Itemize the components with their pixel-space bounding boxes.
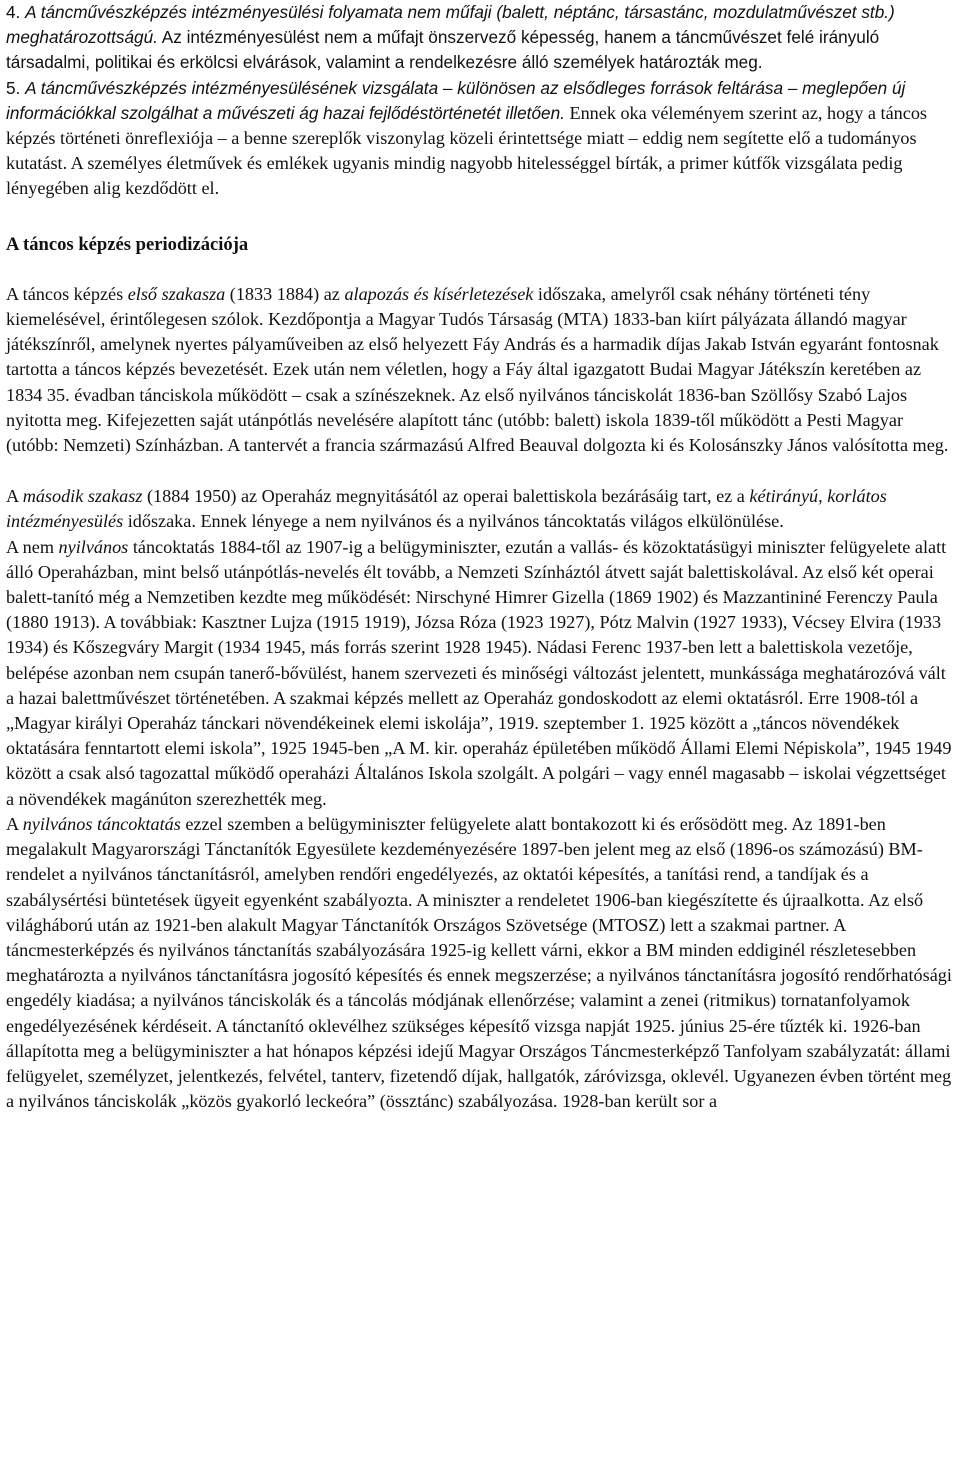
paragraph-text: időszaka, amelyről csak néhány történeti tény kiemelésével, érintőlegesen szólok. Kezdőpontja a Magyar Tudós Társaság (MTA) 1833-ban kiírt pályázata állandó magyar játékszínről, amelynek nyertes pályaműveiben az első helyezett Fáy András és a harmadik díjas Jakab István egyaránt fontosnak tartotta a táncos képzés bevezetését. Ezek után nem véletlen, hogy a Fáy által igazgatott Budai Magyar Játékszín keretében az 1834 35. évadban tánciskola működött – csak a színészeknek. Az első nyilvános tánciskolát 1836-ban Szöllősy Szabó Lajos nyitotta meg. Kifejezetten saját utánpótlás nevelésére alapított tánc (utóbb: balett) iskola 1839-től működött a Pesti Magyar (utóbb: Nemzeti) Színházban. A tantervét a francia származású Alfred Beauval dolgozta ki és Kolosánszky János valósította meg. [6, 283, 949, 456]
paragraph-italic: első szakasza [127, 283, 226, 304]
paragraph-first-period [6, 282, 956, 458]
item-text: Ennek oka véleményem szerint az, hogy a táncos képzés történeti önreflexiója – a benne szereplők viszonylag közeli érintettsége miatt – eddig nem segítette elő a tudományos kutatást. A személyes életművek és emlékek ugyanis mindig nagyobb hitelességgel bírták, a primer kútfők vizsgálata pedig lényegében alig kezdődött el. [6, 102, 928, 199]
main-body [6, 202, 956, 1115]
paragraph-text: táncoktatás 1884-től az 1907-ig a belügyminiszter, ezután a vallás- és közoktatásügyi miniszter felügyelete alatt álló Operaházban, mint belső utánpótlás-nevelés élt tovább, a Nemzeti Színháztól átvett saját balettiskolával. Az első két operai balett-tanító még a Nemzetiben kezdte meg működését: Nirschyné Himrer Gizella (1869 1902) és Mazzantininé Ferenczy Paula (1880 1913). A továbbiak: Kasztner Lujza (1915 1919), Józsa Róza (1923 1927), Pótz Malvin (1927 1933), Vécsey Elvira (1933 1934) és Kőszegváry Margit (1934 1945, más forrás szerint 1928 1945). Nádasi Ferenc 1937-ben lett a balettiskola vezetője, belépése azonban nem csupán tanerő-bővülést, hanem szervezeti és minőségi változást jelentett, munkássága meghatározóvá vált a hazai balettművészet történetében. A szakmai képzés mellett az Operaház gondoskodott az elemi oktatásról. Erre 1908-tól a „Magyar királyi Operaház tánckari növendékeinek elemi iskolája”, 1919. szeptember 1. 1925 között a „táncos növendékek oktatására fenntartott elemi iskola”, 1925 1945-ben „A M. kir. operaház épületében működő Állami Elemi Népiskola”, 1945 1949 között a csak alsó tagozattal működő operaházi Általános Iskola szolgált. A polgári – vagy ennél magasabb – iskolai végzettséget a növendékek magánúton szerezhették meg. [6, 536, 952, 809]
paragraph-text: időszaka. Ennek lényege a nem nyilvános és a nyilvános táncoktatás világos elkülönülése. [123, 511, 784, 532]
paragraph-italic: alapozás és kísérletezések [344, 283, 534, 304]
paragraph-italic: kétirányú, korlátos intézményesülés [6, 486, 887, 532]
item-italic-text: A táncművészképzés intézményesülésének vizsgálata – különösen az elsődleges források feltárása – meglepően új információkkal szolgálhat a művészeti ág hazai fejlődéstörténetét illetően. [6, 77, 906, 123]
paragraph-non-public-teaching [6, 535, 956, 812]
section-heading: A táncos képzés periodizációja [6, 233, 249, 255]
list-item-5 [6, 76, 956, 202]
paragraph-italic: második szakasz [22, 486, 143, 507]
paragraph-text: A nem [6, 536, 59, 557]
paragraph-text: ezzel szemben a belügyminiszter felügyelete alatt bontakozott ki és erősödött meg. Az 1891-ben megalakult Magyarországi Tánctanítók Egyesülete kezdeményezésére 1897-ben jelent meg az első (1896-os számozású) BM-rendelet a nyilvános tánctanításról, amelyben rendőri engedélyezés, az oktatói képesítés, a tanítási rend, a tandíjak és a szabálysértési büntetések ügyeit egyenként szabályozta. A miniszter a rendeletet 1906-ban kiegészítette és újraalkotta. Az első világháború után az 1921-ben alakult Magyar Tánctanítók Országos Szövetsége (MTOSZ) lett a szakmai partner. A táncmesterképzés és nyilvános tánctanítás szabályozására 1925-ig kellett várni, ekkor a BM minden eddiginél részletesebben meghatározta a nyilvános tánctanításra jogosító képesítés és ennek megszerzése; a nyilvános tánctanításra jogosító rendőrhatósági engedély kiadása; a nyilvános tánciskolák és a táncolás módjának ellenőrzése; valamint a zenei (ritmikus) tornatanfolyamok engedélyezésének kérdéseit. A tánctanító oklevélhez szükséges képesítő vizsga napját 1925. június 25-ére tűzték ki. 1926-ban állapította meg a belügyminiszter a hat hónapos képzési idejű Magyar Országos Táncmesterképző Tanfolyam szabályzatát: állami felügyelet, személyzet, jelentkezés, felvétel, tanterv, fizetendő díjak, hallgatók, záróvizsga, oklevél. Ugyanezen évben történt meg a nyilvános tánciskolák „közös gyakorló leckeóra” (össztánc) szabályozása. 1928-ban került sor a [6, 813, 952, 1112]
paragraph-italic: nyilvános [58, 536, 129, 557]
paragraph-text: A táncos képzés [6, 283, 128, 304]
paragraph-second-period [6, 484, 956, 534]
paragraph-public-teaching [6, 812, 956, 1114]
document-page [6, 0, 956, 1114]
list-item-4 [6, 0, 956, 76]
intro-list [6, 0, 956, 202]
paragraph-italic: nyilvános táncoktatás [22, 813, 181, 834]
paragraph-text: A [6, 486, 23, 507]
item-text: Az intézményesülést nem a műfajt önszervező képesség, hanem a táncművészet felé irányuló társadalmi, politikai és erkölcsi elvárások, valamint a rendelkezésre álló személyek határozták meg. [6, 27, 880, 73]
paragraph-text: (1884 1950) az Operaház megnyitásától az operai balettiskola bezárásáig tart, ez a [142, 486, 750, 507]
paragraph-text: A [6, 813, 23, 834]
item-number: 4. [6, 2, 26, 22]
item-number: 5. [6, 77, 26, 98]
item-italic-text: A táncművészképzés intézményesülési folyamata nem műfaji (balett, néptánc, társastánc, mozdulatművészet stb.) meghatározottságú. [6, 2, 895, 48]
paragraph-text: (1833 1884) az [225, 283, 345, 304]
